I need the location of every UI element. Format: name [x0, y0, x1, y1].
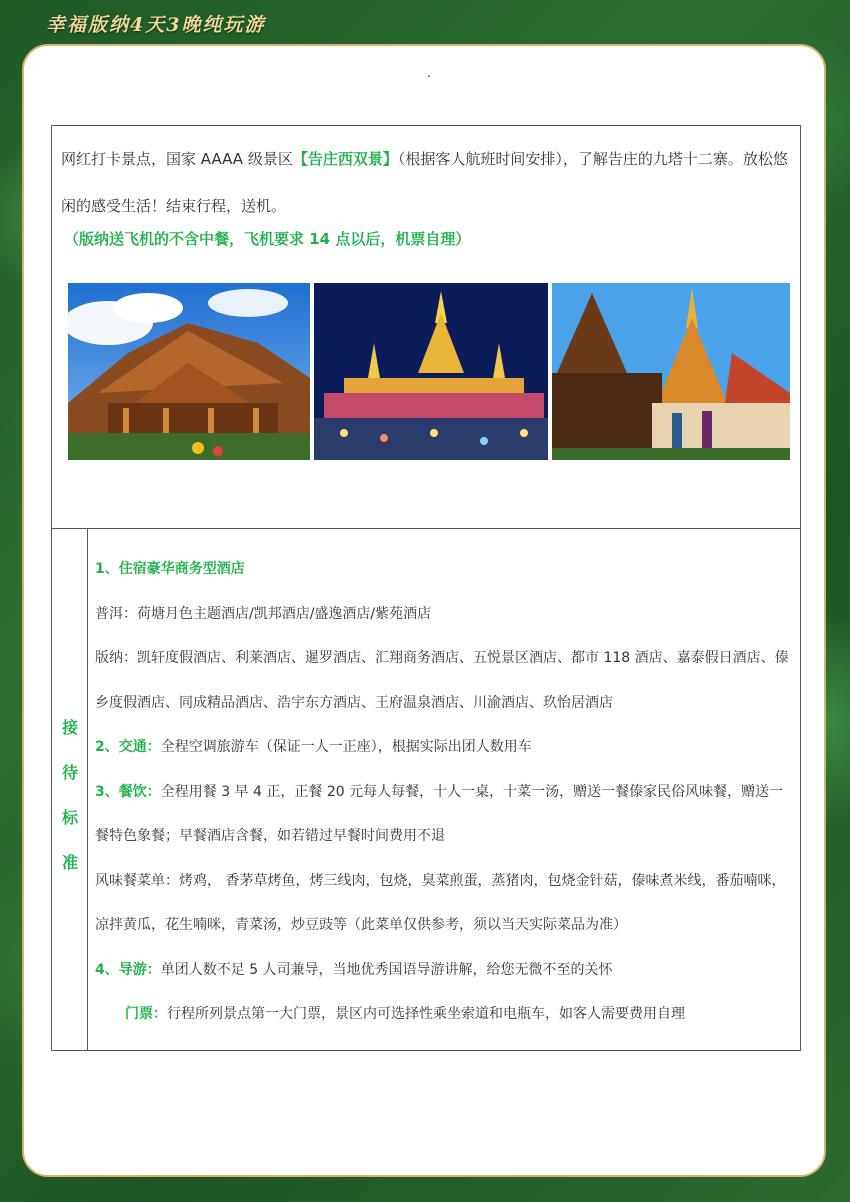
meal-label: 3、餐饮：: [95, 783, 161, 800]
guide-text: 单团人数不足 5 人司兼导，当地优秀国语导游讲解，给您无微不至的关怀: [160, 961, 613, 978]
document-page: [22, 44, 826, 1177]
standards-label-column: [52, 529, 88, 1050]
standards-content: [95, 547, 797, 1037]
hotel-heading: 1、住宿豪华商务型酒店: [95, 561, 245, 577]
standards-label-char: 标: [61, 808, 78, 827]
flight-note: （版纳送飞机的不含中餐，飞机要求 14 点以后，机票自理）: [64, 230, 471, 248]
hotel-puer: 普洱：荷塘月色主题酒店/凯邦酒店/盛逸酒店/紫苑酒店: [95, 605, 432, 622]
itinerary-day-section: [51, 125, 801, 529]
traffic-label: 2、交通：: [95, 739, 161, 755]
hotel-banna: 版纳：凯轩度假酒店、利莱酒店、暹罗酒店、汇翔商务酒店、五悦景区酒店、都市 118 酒店、嘉泰假日酒店、傣乡度假酒店、同成精品酒店、浩宇东方酒店、王府温泉酒店、川渝酒店、玖怡居酒店: [95, 650, 789, 711]
meal-text: 全程用餐 3 早 4 正，正餐 20 元每人每餐，十人一桌，十菜一汤，赠送一餐傣家民俗风味餐，赠送一餐特色象餐；早餐酒店含餐，如若错过早餐时间费用不退: [95, 783, 784, 844]
intro-paragraph: [61, 136, 789, 230]
photo-golden-temple-day: [552, 283, 790, 460]
photo-dai-wooden-pavilion: [68, 283, 310, 460]
standards-label-char: 待: [61, 763, 78, 782]
ticket-item: [95, 992, 797, 1037]
guide-item: [95, 948, 797, 993]
standards-label-char: 准: [61, 853, 78, 872]
service-standards-section: [51, 528, 801, 1051]
intro-text-after: （根据客人航班时间安排），了解告庄的九塔十二寨。放松悠闲的感受生活！结束行程，送机。: [61, 150, 788, 215]
standards-label: [52, 705, 88, 885]
menu-text: 风味餐菜单：烤鸡， 香茅草烤鱼，烤三线肉，包烧，臭菜煎蛋，蒸猪肉，包烧金针菇，傣味煮米线，番茄喃咪，凉拌黄瓜，花生喃咪，青菜汤，炒豆豉等（此菜单仅供参考，须以当天实际菜品为准）: [95, 872, 786, 933]
meal-item: [95, 770, 797, 859]
header-title: 幸福版纳4天3晚纯玩游: [46, 14, 266, 36]
ticket-text: 行程所列景点第一大门票，景区内可选择性乘坐索道和电瓶车，如客人需要费用自理: [167, 1006, 685, 1022]
guide-label: 4、导游：: [95, 961, 161, 978]
traffic-item: [95, 725, 797, 770]
traffic-text: 全程空调旅游车（保证一人一正座），根据实际出团人数用车: [160, 739, 532, 755]
ticket-label: 门票：: [125, 1006, 167, 1022]
standards-label-char: 接: [61, 718, 78, 737]
photo-night-golden-pagoda: [314, 283, 548, 460]
page-dot: .: [427, 66, 431, 80]
scenic-highlight: 【告庄西双景】: [292, 150, 398, 168]
intro-text-before: 网红打卡景点，国家 AAAA 级景区: [61, 150, 293, 168]
